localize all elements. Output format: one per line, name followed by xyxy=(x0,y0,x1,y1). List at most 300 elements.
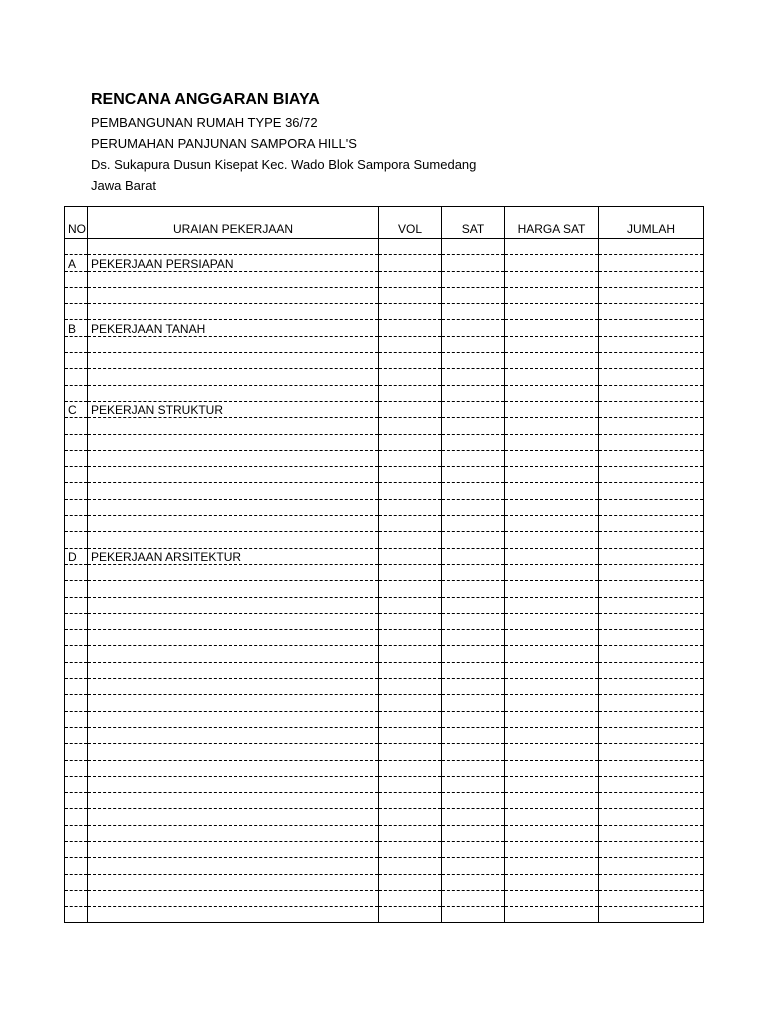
cell-uraian[interactable] xyxy=(88,662,379,678)
cell-uraian[interactable] xyxy=(88,841,379,857)
cell-jumlah[interactable] xyxy=(599,825,704,841)
cell-jumlah[interactable] xyxy=(599,613,704,629)
cell-harga-sat[interactable] xyxy=(505,581,599,597)
cell-vol[interactable] xyxy=(379,271,442,287)
cell-sat[interactable] xyxy=(442,793,505,809)
cell-vol[interactable] xyxy=(379,564,442,580)
cell-jumlah[interactable] xyxy=(599,727,704,743)
cell-vol[interactable] xyxy=(379,776,442,792)
cell-vol[interactable] xyxy=(379,662,442,678)
cell-vol[interactable] xyxy=(379,336,442,352)
cell-uraian[interactable]: PEKERJAAN ARSITEKTUR xyxy=(88,548,379,564)
cell-uraian[interactable] xyxy=(88,418,379,434)
cell-harga-sat[interactable] xyxy=(505,662,599,678)
cell-sat[interactable] xyxy=(442,467,505,483)
cell-jumlah[interactable] xyxy=(599,239,704,255)
cell-uraian[interactable] xyxy=(88,287,379,303)
cell-harga-sat[interactable] xyxy=(505,304,599,320)
cell-sat[interactable] xyxy=(442,907,505,923)
cell-uraian[interactable] xyxy=(88,907,379,923)
table-body xyxy=(65,239,704,923)
table-row xyxy=(65,434,704,450)
cell-jumlah[interactable] xyxy=(599,287,704,303)
cell-uraian[interactable] xyxy=(88,516,379,532)
cell-harga-sat[interactable] xyxy=(505,907,599,923)
table-row xyxy=(65,450,704,466)
cell-jumlah[interactable] xyxy=(599,581,704,597)
cell-uraian[interactable] xyxy=(88,450,379,466)
cell-vol[interactable] xyxy=(379,450,442,466)
cell-sat[interactable] xyxy=(442,874,505,890)
cell-harga-sat[interactable] xyxy=(505,564,599,580)
cell-no[interactable] xyxy=(65,776,88,792)
cell-harga-sat[interactable] xyxy=(505,825,599,841)
cell-vol[interactable] xyxy=(379,353,442,369)
column-header-vol: VOL xyxy=(379,207,442,239)
cell-uraian[interactable] xyxy=(88,499,379,515)
cell-uraian[interactable] xyxy=(88,239,379,255)
cell-no[interactable] xyxy=(65,434,88,450)
cell-sat[interactable] xyxy=(442,320,505,336)
cell-uraian[interactable]: PEKERJAAN TANAH xyxy=(88,320,379,336)
column-header-no: NO xyxy=(65,207,88,239)
cell-no[interactable] xyxy=(65,581,88,597)
cell-uraian[interactable] xyxy=(88,483,379,499)
cell-vol[interactable] xyxy=(379,907,442,923)
cell-sat[interactable] xyxy=(442,239,505,255)
cell-jumlah[interactable] xyxy=(599,271,704,287)
housing-name: PERUMAHAN PANJUNAN SAMPORA HILL'S xyxy=(91,136,357,151)
cell-vol[interactable] xyxy=(379,385,442,401)
cell-harga-sat[interactable] xyxy=(505,418,599,434)
cell-harga-sat[interactable] xyxy=(505,401,599,417)
table-row xyxy=(65,646,704,662)
cell-jumlah[interactable] xyxy=(599,401,704,417)
cell-harga-sat[interactable] xyxy=(505,776,599,792)
cell-no[interactable] xyxy=(65,287,88,303)
cell-jumlah[interactable] xyxy=(599,434,704,450)
cell-jumlah[interactable] xyxy=(599,874,704,890)
cell-no[interactable] xyxy=(65,858,88,874)
cell-vol[interactable] xyxy=(379,727,442,743)
cell-harga-sat[interactable] xyxy=(505,271,599,287)
cell-harga-sat[interactable] xyxy=(505,646,599,662)
cell-sat[interactable] xyxy=(442,516,505,532)
cell-sat[interactable] xyxy=(442,434,505,450)
cell-harga-sat[interactable] xyxy=(505,890,599,906)
cell-vol[interactable] xyxy=(379,825,442,841)
cell-sat[interactable] xyxy=(442,353,505,369)
cell-jumlah[interactable] xyxy=(599,467,704,483)
cell-harga-sat[interactable] xyxy=(505,874,599,890)
cell-jumlah[interactable] xyxy=(599,597,704,613)
table-row xyxy=(65,516,704,532)
table-row xyxy=(65,467,704,483)
document-header xyxy=(91,88,476,196)
table-row xyxy=(65,385,704,401)
cell-harga-sat[interactable] xyxy=(505,239,599,255)
cell-uraian[interactable] xyxy=(88,809,379,825)
cell-jumlah[interactable] xyxy=(599,841,704,857)
cell-no[interactable] xyxy=(65,499,88,515)
cell-uraian[interactable] xyxy=(88,385,379,401)
cell-harga-sat[interactable] xyxy=(505,727,599,743)
cell-jumlah[interactable] xyxy=(599,320,704,336)
cell-sat[interactable] xyxy=(442,564,505,580)
cell-no[interactable] xyxy=(65,239,88,255)
cell-uraian[interactable] xyxy=(88,304,379,320)
table-row xyxy=(65,483,704,499)
cell-uraian[interactable] xyxy=(88,646,379,662)
cell-no[interactable] xyxy=(65,662,88,678)
table-row xyxy=(65,841,704,857)
cell-harga-sat[interactable] xyxy=(505,679,599,695)
cell-no[interactable] xyxy=(65,679,88,695)
cell-harga-sat[interactable] xyxy=(505,287,599,303)
cell-harga-sat[interactable] xyxy=(505,548,599,564)
table-row xyxy=(65,695,704,711)
cell-vol[interactable] xyxy=(379,646,442,662)
table-row xyxy=(65,564,704,580)
cell-vol[interactable] xyxy=(379,548,442,564)
table-row xyxy=(65,630,704,646)
cell-no[interactable] xyxy=(65,630,88,646)
cell-uraian[interactable] xyxy=(88,776,379,792)
cell-uraian[interactable] xyxy=(88,369,379,385)
cell-jumlah[interactable] xyxy=(599,499,704,515)
cell-harga-sat[interactable] xyxy=(505,516,599,532)
cell-harga-sat[interactable] xyxy=(505,613,599,629)
cell-no[interactable] xyxy=(65,369,88,385)
cell-vol[interactable] xyxy=(379,532,442,548)
cell-no[interactable] xyxy=(65,532,88,548)
cell-uraian[interactable] xyxy=(88,336,379,352)
cell-uraian[interactable]: PEKERJAN STRUKTUR xyxy=(88,401,379,417)
table-row xyxy=(65,662,704,678)
cell-vol[interactable] xyxy=(379,613,442,629)
cell-vol[interactable] xyxy=(379,320,442,336)
cell-jumlah[interactable] xyxy=(599,385,704,401)
table-row xyxy=(65,858,704,874)
cell-sat[interactable] xyxy=(442,646,505,662)
cell-harga-sat[interactable] xyxy=(505,450,599,466)
cell-vol[interactable] xyxy=(379,434,442,450)
cell-harga-sat[interactable] xyxy=(505,711,599,727)
section-row xyxy=(65,548,704,564)
cell-jumlah[interactable] xyxy=(599,548,704,564)
cell-vol[interactable] xyxy=(379,630,442,646)
cell-no[interactable] xyxy=(65,825,88,841)
cell-jumlah[interactable] xyxy=(599,695,704,711)
cell-harga-sat[interactable] xyxy=(505,434,599,450)
table-row xyxy=(65,271,704,287)
cell-jumlah[interactable] xyxy=(599,809,704,825)
cell-no[interactable] xyxy=(65,841,88,857)
cell-no[interactable] xyxy=(65,744,88,760)
cell-jumlah[interactable] xyxy=(599,890,704,906)
cell-harga-sat[interactable] xyxy=(505,841,599,857)
cell-vol[interactable] xyxy=(379,695,442,711)
cell-no[interactable] xyxy=(65,760,88,776)
cell-sat[interactable] xyxy=(442,858,505,874)
cell-no[interactable] xyxy=(65,809,88,825)
cell-no[interactable] xyxy=(65,695,88,711)
table-row xyxy=(65,336,704,352)
cell-uraian[interactable] xyxy=(88,564,379,580)
cell-sat[interactable] xyxy=(442,695,505,711)
cell-jumlah[interactable] xyxy=(599,336,704,352)
table-row xyxy=(65,613,704,629)
cell-uraian[interactable] xyxy=(88,874,379,890)
cell-jumlah[interactable] xyxy=(599,353,704,369)
cell-harga-sat[interactable] xyxy=(505,499,599,515)
cell-no[interactable] xyxy=(65,874,88,890)
province-line: Jawa Barat xyxy=(91,178,157,193)
cell-no[interactable] xyxy=(65,353,88,369)
cell-uraian[interactable] xyxy=(88,434,379,450)
column-header-sat: SAT xyxy=(442,207,505,239)
cell-vol[interactable] xyxy=(379,809,442,825)
cell-no[interactable]: C xyxy=(65,401,88,417)
cell-jumlah[interactable] xyxy=(599,369,704,385)
cell-no[interactable]: A xyxy=(65,255,88,271)
column-header-harga-sat: HARGA SAT xyxy=(505,207,599,239)
cell-sat[interactable] xyxy=(442,532,505,548)
cell-harga-sat[interactable] xyxy=(505,369,599,385)
cell-uraian[interactable] xyxy=(88,467,379,483)
cell-uraian[interactable] xyxy=(88,760,379,776)
cell-vol[interactable] xyxy=(379,418,442,434)
cell-vol[interactable] xyxy=(379,239,442,255)
cell-vol[interactable] xyxy=(379,516,442,532)
cell-uraian[interactable]: PEKERJAAN PERSIAPAN xyxy=(88,255,379,271)
cell-uraian[interactable] xyxy=(88,679,379,695)
cell-sat[interactable] xyxy=(442,776,505,792)
cell-sat[interactable] xyxy=(442,255,505,271)
cell-sat[interactable] xyxy=(442,271,505,287)
cell-uraian[interactable] xyxy=(88,858,379,874)
cell-uraian[interactable] xyxy=(88,744,379,760)
table-row xyxy=(65,760,704,776)
cell-sat[interactable] xyxy=(442,711,505,727)
cell-sat[interactable] xyxy=(442,369,505,385)
cell-harga-sat[interactable] xyxy=(505,320,599,336)
cell-harga-sat[interactable] xyxy=(505,385,599,401)
cell-vol[interactable] xyxy=(379,890,442,906)
cell-vol[interactable] xyxy=(379,483,442,499)
cell-vol[interactable] xyxy=(379,744,442,760)
cell-no[interactable] xyxy=(65,597,88,613)
cell-harga-sat[interactable] xyxy=(505,467,599,483)
cell-harga-sat[interactable] xyxy=(505,744,599,760)
cell-vol[interactable] xyxy=(379,467,442,483)
cell-uraian[interactable] xyxy=(88,695,379,711)
cell-jumlah[interactable] xyxy=(599,564,704,580)
cell-harga-sat[interactable] xyxy=(505,630,599,646)
cell-sat[interactable] xyxy=(442,385,505,401)
cell-no[interactable] xyxy=(65,271,88,287)
table-header-row xyxy=(65,207,704,239)
cell-no[interactable] xyxy=(65,711,88,727)
table-row xyxy=(65,287,704,303)
cell-sat[interactable] xyxy=(442,679,505,695)
cell-no[interactable]: D xyxy=(65,548,88,564)
cell-vol[interactable] xyxy=(379,760,442,776)
cell-sat[interactable] xyxy=(442,597,505,613)
project-name: PEMBANGUNAN RUMAH TYPE 36/72 xyxy=(91,115,318,130)
cell-sat[interactable] xyxy=(442,581,505,597)
cell-jumlah[interactable] xyxy=(599,418,704,434)
cell-no[interactable] xyxy=(65,304,88,320)
cell-sat[interactable] xyxy=(442,890,505,906)
cell-sat[interactable] xyxy=(442,499,505,515)
cell-jumlah[interactable] xyxy=(599,776,704,792)
cell-jumlah[interactable] xyxy=(599,744,704,760)
cell-no[interactable] xyxy=(65,907,88,923)
cell-uraian[interactable] xyxy=(88,597,379,613)
cell-sat[interactable] xyxy=(442,662,505,678)
cell-vol[interactable] xyxy=(379,581,442,597)
cell-uraian[interactable] xyxy=(88,271,379,287)
cell-vol[interactable] xyxy=(379,711,442,727)
cell-no[interactable] xyxy=(65,516,88,532)
cell-jumlah[interactable] xyxy=(599,255,704,271)
cell-uraian[interactable] xyxy=(88,613,379,629)
cell-jumlah[interactable] xyxy=(599,646,704,662)
document-title: RENCANA ANGGARAN BIAYA xyxy=(91,91,320,108)
cell-no[interactable] xyxy=(65,646,88,662)
cell-vol[interactable] xyxy=(379,401,442,417)
cell-sat[interactable] xyxy=(442,401,505,417)
cell-sat[interactable] xyxy=(442,483,505,499)
cell-no[interactable] xyxy=(65,418,88,434)
table-row xyxy=(65,597,704,613)
cell-sat[interactable] xyxy=(442,418,505,434)
cell-jumlah[interactable] xyxy=(599,630,704,646)
address-line: Ds. Sukapura Dusun Kisepat Kec. Wado Blok Sampora Sumedang xyxy=(91,157,477,172)
table-row xyxy=(65,907,704,923)
cell-vol[interactable] xyxy=(379,287,442,303)
cell-harga-sat[interactable] xyxy=(505,597,599,613)
cell-uraian[interactable] xyxy=(88,532,379,548)
cell-harga-sat[interactable] xyxy=(505,793,599,809)
cell-harga-sat[interactable] xyxy=(505,532,599,548)
cell-no[interactable] xyxy=(65,727,88,743)
cell-uraian[interactable] xyxy=(88,825,379,841)
cell-harga-sat[interactable] xyxy=(505,353,599,369)
cell-sat[interactable] xyxy=(442,841,505,857)
cell-sat[interactable] xyxy=(442,825,505,841)
cell-vol[interactable] xyxy=(379,874,442,890)
cell-uraian[interactable] xyxy=(88,890,379,906)
cell-jumlah[interactable] xyxy=(599,516,704,532)
cell-uraian[interactable] xyxy=(88,630,379,646)
cell-vol[interactable] xyxy=(379,304,442,320)
cell-no[interactable] xyxy=(65,564,88,580)
cell-jumlah[interactable] xyxy=(599,483,704,499)
cell-no[interactable] xyxy=(65,450,88,466)
table-row xyxy=(65,369,704,385)
cell-uraian[interactable] xyxy=(88,353,379,369)
cell-jumlah[interactable] xyxy=(599,858,704,874)
cell-jumlah[interactable] xyxy=(599,711,704,727)
cell-harga-sat[interactable] xyxy=(505,760,599,776)
cell-jumlah[interactable] xyxy=(599,760,704,776)
table-row xyxy=(65,239,704,255)
cell-sat[interactable] xyxy=(442,727,505,743)
cell-sat[interactable] xyxy=(442,809,505,825)
cell-uraian[interactable] xyxy=(88,581,379,597)
cell-vol[interactable] xyxy=(379,499,442,515)
cell-no[interactable] xyxy=(65,385,88,401)
cell-vol[interactable] xyxy=(379,793,442,809)
budget-table xyxy=(64,206,704,923)
cell-jumlah[interactable] xyxy=(599,532,704,548)
cell-jumlah[interactable] xyxy=(599,662,704,678)
cell-sat[interactable] xyxy=(442,744,505,760)
cell-vol[interactable] xyxy=(379,369,442,385)
table-row xyxy=(65,793,704,809)
section-row xyxy=(65,401,704,417)
cell-no[interactable] xyxy=(65,793,88,809)
cell-vol[interactable] xyxy=(379,841,442,857)
table-row xyxy=(65,532,704,548)
cell-no[interactable] xyxy=(65,890,88,906)
cell-harga-sat[interactable] xyxy=(505,858,599,874)
table-row xyxy=(65,581,704,597)
cell-no[interactable] xyxy=(65,483,88,499)
cell-sat[interactable] xyxy=(442,287,505,303)
cell-uraian[interactable] xyxy=(88,711,379,727)
cell-harga-sat[interactable] xyxy=(505,336,599,352)
section-row xyxy=(65,255,704,271)
cell-jumlah[interactable] xyxy=(599,450,704,466)
table-row xyxy=(65,353,704,369)
cell-vol[interactable] xyxy=(379,255,442,271)
cell-jumlah[interactable] xyxy=(599,793,704,809)
cell-harga-sat[interactable] xyxy=(505,695,599,711)
cell-sat[interactable] xyxy=(442,450,505,466)
cell-vol[interactable] xyxy=(379,679,442,695)
cell-sat[interactable] xyxy=(442,630,505,646)
cell-no[interactable] xyxy=(65,336,88,352)
cell-sat[interactable] xyxy=(442,760,505,776)
column-header-jumlah: JUMLAH xyxy=(599,207,704,239)
cell-no[interactable] xyxy=(65,613,88,629)
table-row xyxy=(65,679,704,695)
table-row xyxy=(65,825,704,841)
cell-sat[interactable] xyxy=(442,548,505,564)
cell-uraian[interactable] xyxy=(88,793,379,809)
cell-harga-sat[interactable] xyxy=(505,255,599,271)
cell-jumlah[interactable] xyxy=(599,679,704,695)
cell-jumlah[interactable] xyxy=(599,907,704,923)
cell-sat[interactable] xyxy=(442,304,505,320)
cell-sat[interactable] xyxy=(442,336,505,352)
cell-sat[interactable] xyxy=(442,613,505,629)
table-row xyxy=(65,499,704,515)
cell-vol[interactable] xyxy=(379,858,442,874)
cell-harga-sat[interactable] xyxy=(505,483,599,499)
cell-no[interactable]: B xyxy=(65,320,88,336)
cell-harga-sat[interactable] xyxy=(505,809,599,825)
table-row xyxy=(65,418,704,434)
cell-no[interactable] xyxy=(65,467,88,483)
table-row xyxy=(65,890,704,906)
cell-jumlah[interactable] xyxy=(599,304,704,320)
cell-uraian[interactable] xyxy=(88,727,379,743)
cell-vol[interactable] xyxy=(379,597,442,613)
